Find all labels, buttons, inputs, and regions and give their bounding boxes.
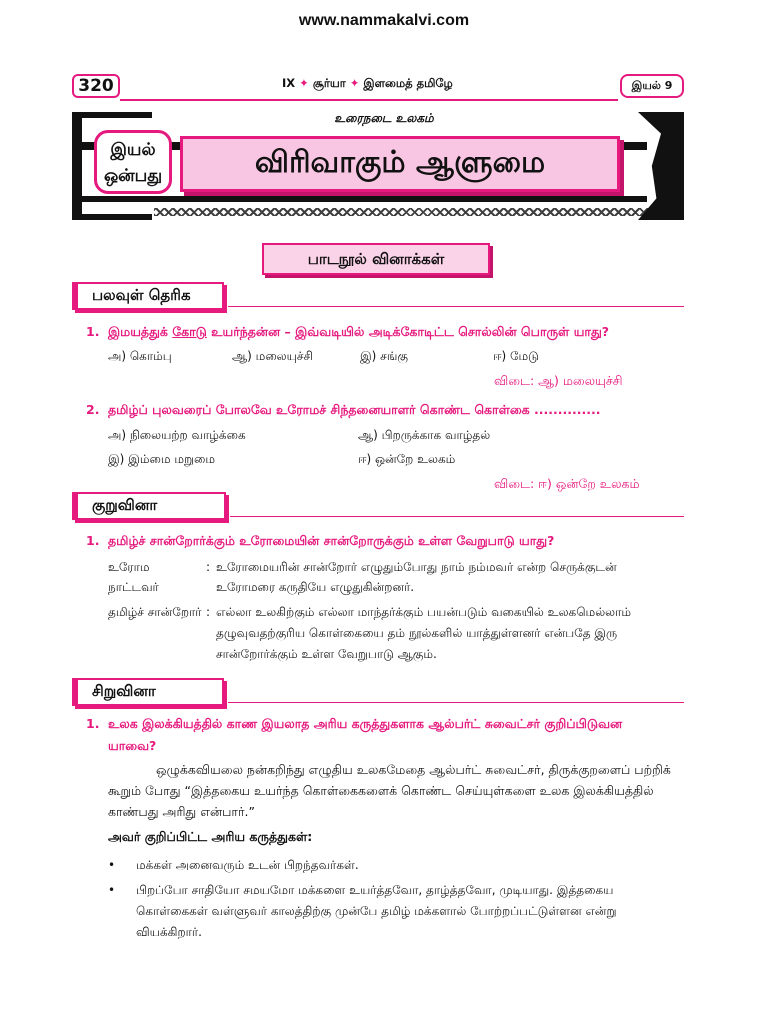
colon: : (206, 605, 211, 619)
chapter-title: விரிவாகும் ஆளுமை (254, 145, 546, 180)
definition-line: உரோமையரின் சான்றோர் எழுதும்போது நாம் நம்மவர் என்ற செருக்குடன் (216, 560, 617, 574)
bullet-line: பிறப்போ சாதியோ சமயமோ மக்களை உயர்த்தவோ, தாழ்த்தவோ, முடியாது. இத்தகைய (136, 883, 614, 897)
header-class: IX (282, 76, 296, 90)
header-rule (120, 99, 618, 101)
mcq1-answer: விடை: ஆ) மலையுச்சி (494, 373, 623, 388)
points-lead: அவர் குறிப்பிட்ட அரிய கருத்துகள்: (108, 829, 313, 844)
page-number: 320 (72, 74, 120, 98)
banner-bar (82, 196, 647, 202)
star-icon: ✦ (349, 76, 360, 90)
paragraph-line: காண்பது அரிது என்பார்.” (108, 804, 255, 819)
site-url: www.nammakalvi.com (298, 12, 470, 29)
short-question-1: 1. தமிழ்ச் சான்றோர்க்கும் உரோமையின் சான்றோருக்கும் உள்ள வேறுபாடு யாது? (86, 533, 555, 548)
bullet-text: மக்கள் அனைவரும் உடன் பிறந்தவர்கள். (136, 858, 359, 872)
badge-line2: ஒன்பது (103, 166, 163, 186)
mcq-tag: பலவுள் தெரிக (72, 282, 224, 310)
banner-zigzag (154, 208, 684, 216)
banner-scroll-end (638, 112, 684, 220)
definition-line: சான்றோர்க்கும் உள்ள வேறுபாடு ஆகும். (216, 647, 437, 661)
mcq1-option-d: ஈ) மேடு (493, 349, 539, 363)
bullet-icon: • (108, 883, 116, 897)
definition-line: உரோமரை கருதியே எழுதுகின்றனர். (216, 580, 415, 594)
small-answer-tag: சிறுவினா (72, 678, 224, 706)
mcq-question-2: 2. தமிழ்ப் புலவரைப் போலவே உரோமச் சிந்தனையாளர் கொண்ட கொள்கை .............. (86, 402, 601, 417)
bullet-text (136, 880, 696, 943)
chapter-banner (72, 112, 684, 222)
bullet-line: வியக்கிறார். (136, 925, 202, 939)
badge-line1: இயல் (110, 140, 156, 160)
header-brand: சூர்யா (312, 76, 346, 90)
answer-paragraph (108, 759, 698, 822)
mcq1-option-a: அ) கொம்பு (108, 349, 172, 363)
mcq2-option-a: அ) நிலையற்ற வாழ்க்கை (108, 428, 246, 442)
definition-line: எல்லா உலகிற்கும் எல்லா மாந்தர்க்கும் பயன்படும் வகையில் உலகமெல்லாம் (216, 605, 632, 619)
header-book: இளமைத் தமிழே (363, 76, 453, 90)
banner-frame (72, 112, 82, 220)
short-answer-tag: குறுவினா (72, 492, 226, 520)
mcq-question-1: 1. இமயத்துக் கோடு உயர்ந்தன்ன – இவ்வடியில் அடிக்கோடிட்ட சொல்லின் பொருள் யாது? (86, 324, 610, 339)
tag-rule (228, 306, 684, 307)
paragraph-line: ஒழுக்கவியலை நன்கறிந்து எழுதிய உலகமேதை ஆல்பர்ட் சுவைட்சர், திருக்குறளைப் பற்றிக் (156, 762, 671, 777)
tag-rule (228, 702, 684, 703)
mcq2-option-c: இ) இம்மை மறுமை (108, 452, 216, 466)
textbook-questions-heading: பாடநூல் வினாக்கள் (262, 243, 490, 275)
page-header (72, 74, 684, 100)
small-question-1-cont: யாவை? (108, 738, 157, 753)
banner-frame (82, 214, 152, 220)
paragraph-line: கூறும் போது “இத்தகைய உயர்ந்த கொள்கைகளைக் கொண்ட செய்யுள்களை உலக இலக்கியத்தில் (108, 783, 654, 798)
tag-rule (230, 516, 684, 517)
mcq1-option-b: ஆ) மலையுச்சி (232, 349, 313, 363)
bullet-line: கொள்கைகள் வள்ளுவர் காலத்திற்கு முன்பே தமிழ் மக்களால் போற்றப்பட்டுள்ளன என்று (136, 904, 617, 918)
definition-line: தழுவுவதற்குரிய கொள்கையை தம் நூல்களில் யாத்துள்ளனர் என்பதே இரு (216, 626, 618, 640)
chapter-title-box (180, 136, 620, 192)
mcq2-answer: விடை: ஈ) ஒன்றே உலகம் (494, 476, 640, 491)
bullet-icon: • (108, 858, 116, 872)
small-question-1: 1. உலக இலக்கியத்தில் காண இயலாத அரிய கருத்துகளாக ஆல்பர்ட் சுவைட்சர் குறிப்பிடுவன (86, 716, 623, 731)
bullet-item (108, 880, 698, 946)
mcq1-option-c: இ) சங்கு (360, 349, 408, 363)
mcq2-option-d: ஈ) ஒன்றே உலகம் (358, 452, 456, 466)
colon: : (206, 560, 211, 574)
header-center (282, 76, 542, 92)
definition-label: உரோம நாட்டவர் (108, 560, 159, 594)
definition-label: தமிழ்ச் சான்றோர் (108, 605, 202, 619)
chapter-badge (94, 130, 172, 194)
chapter-tag: இயல் 9 (620, 74, 684, 98)
section-subtitle: உரைநடை உலகம் (334, 111, 434, 125)
star-icon: ✦ (299, 76, 309, 90)
bullet-item (108, 855, 698, 877)
mcq2-option-b: ஆ) பிறருக்காக வாழ்தல் (358, 428, 491, 442)
